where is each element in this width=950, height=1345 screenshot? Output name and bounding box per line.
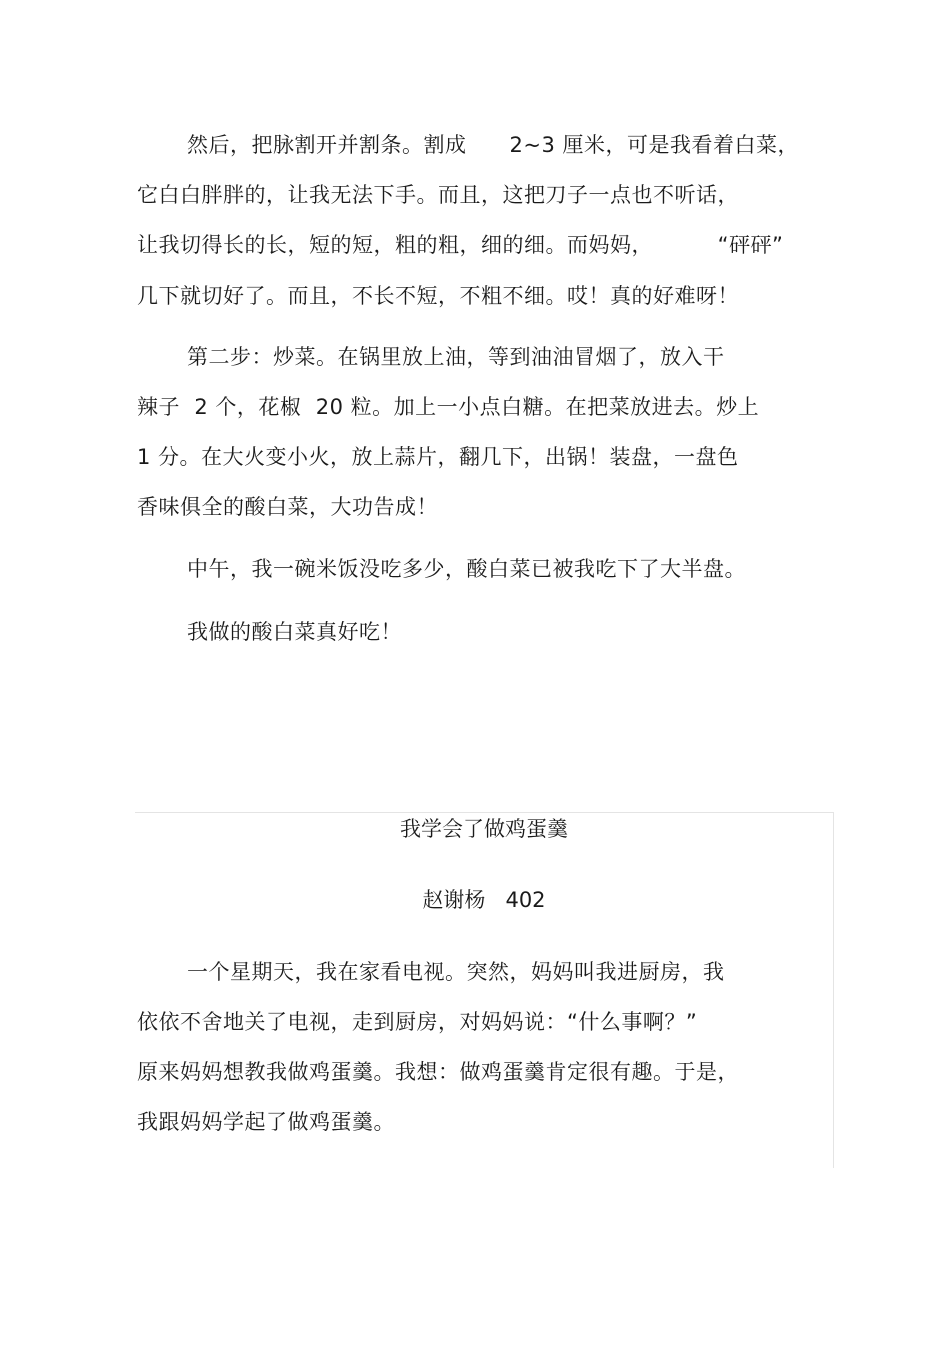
text-line: 中午，我一碗米饭没吃多少，酸白菜已被我吃下了大半盘。 [187, 557, 746, 581]
essay-author: 赵谢杨 402 [422, 888, 546, 912]
text-line: 让我切得长的长，短的短，粗的粗，细的细。而妈妈， “砰砰” [137, 233, 784, 257]
text-line: 辣子 2 个，花椒 20 粒。加上一小点白糖。在把菜放进去。炒上 [137, 395, 760, 419]
text-line: 原来妈妈想教我做鸡蛋羹。我想：做鸡蛋羹肯定很有趣。于是， [137, 1060, 739, 1084]
text-line: 它白白胖胖的，让我无法下手。而且，这把刀子一点也不听话， [137, 183, 739, 207]
text-line: 香味俱全的酸白菜，大功告成！ [137, 495, 438, 519]
section-border [833, 812, 834, 1168]
section-divider [135, 812, 833, 813]
text-line: 我做的酸白菜真好吃！ [187, 620, 402, 644]
text-line: 然后，把脉割开并割条。割成 2~3 厘米，可是我看着白菜， [187, 133, 800, 157]
essay-title: 我学会了做鸡蛋羹 [400, 817, 568, 841]
text-line: 1 分。在大火变小火，放上蒜片，翻几下，出锅！装盘，一盘色 [137, 445, 739, 469]
text-line: 几下就切好了。而且，不长不短，不粗不细。哎！真的好难呀！ [137, 284, 739, 308]
text-line: 一个星期天，我在家看电视。突然，妈妈叫我进厨房，我 [187, 960, 725, 984]
text-line: 我跟妈妈学起了做鸡蛋羹。 [137, 1110, 395, 1134]
text-line: 第二步：炒菜。在锅里放上油，等到油油冒烟了，放入干 [187, 345, 725, 369]
text-line: 依依不舍地关了电视，走到厨房，对妈妈说：“什么事啊？” [137, 1010, 698, 1034]
